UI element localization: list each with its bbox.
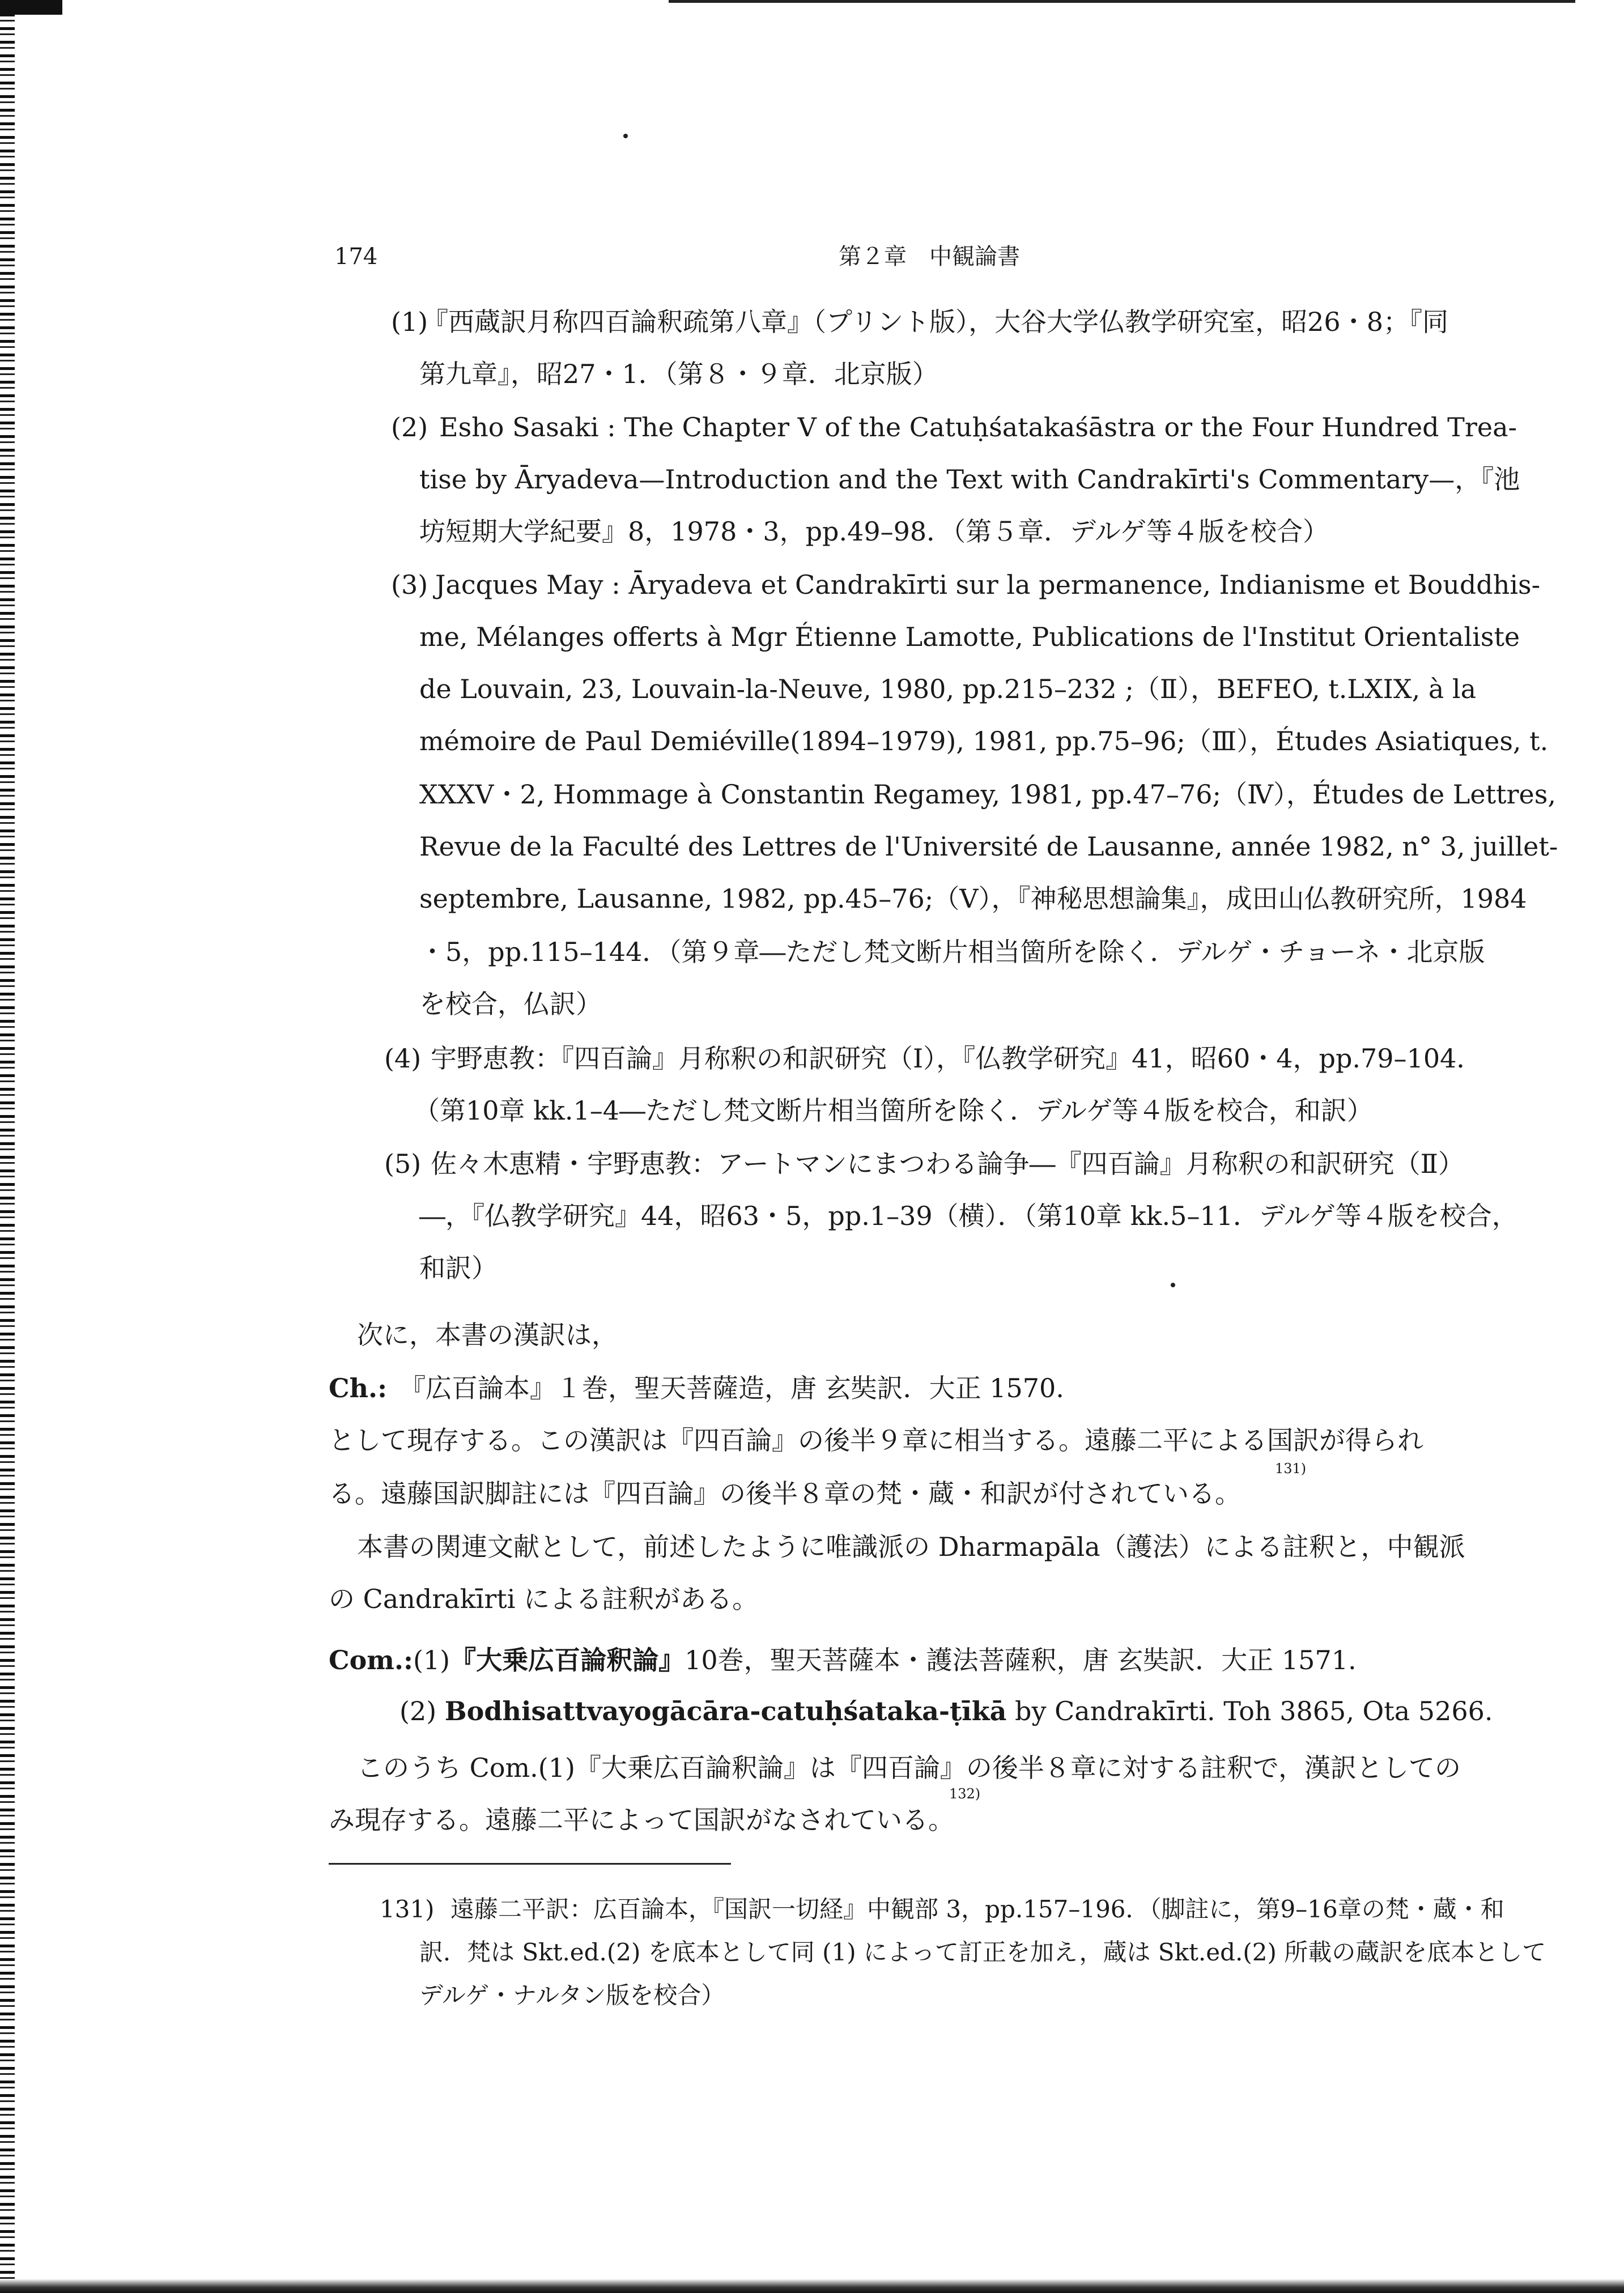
- paragraph-line: 本書の関連文献として，前述したように唯識派の Dharmapāla（護法）による註釈と，中観派: [357, 1531, 1465, 1562]
- chapter-title: 第２章 中観論書: [839, 244, 1020, 270]
- footnote-ref-131[interactable]: 131): [1275, 1461, 1307, 1477]
- reference-line: （第10章 kk.1–4―ただし梵文断片相当箇所を除く．デルゲ等４版を校合，和訳）: [414, 1095, 1373, 1126]
- footnote-line: 遠藤二平訳：広百論本，『国訳一切経』中観部 3，pp.157–196．（脚註に，第9–16章の梵・蔵・和: [450, 1895, 1504, 1923]
- intro-line: 次に，本書の漢訳は，: [357, 1320, 618, 1350]
- reference-label: (1): [391, 307, 428, 337]
- reference-line: 『西蔵訳月称四百論釈疏第八章』（プリント版），大谷大学仏教学研究室，昭26・8；『同: [422, 307, 1448, 337]
- reference-label: (4): [384, 1043, 422, 1074]
- reference-line: de Louvain, 23, Louvain-la-Neuve, 1980, pp.215–232 ;（Ⅱ），BEFEO, t.LXIX, à la: [419, 674, 1477, 704]
- reference-line: ・5，pp.115–144．（第９章―ただし梵文断片相当箇所を除く．デルゲ・チョーネ・北京版: [419, 937, 1485, 967]
- reference-line: 第九章』，昭27・1．（第８・９章．北京版）: [419, 359, 938, 389]
- scan-edge-corner: [0, 0, 62, 15]
- ch-label: Ch.:: [329, 1373, 388, 1403]
- paragraph-line: み現存する。遠藤二平によって国訳がなされている。: [329, 1805, 954, 1835]
- reference-label: (2): [391, 412, 428, 443]
- com1-title: 『大乗広百論釈論』: [450, 1645, 685, 1675]
- footnote-number: 131): [380, 1895, 435, 1923]
- reference-line: Jacques May : Āryadeva et Candrakīrti sur la permanence, Indianisme et Bouddhis-: [435, 569, 1541, 600]
- footnote-line: デルゲ・ナルタン版を校合）: [419, 1981, 725, 2009]
- ch-entry: 『広百論本』１巻，聖天菩薩造，唐 玄奘訳．大正 1570.: [399, 1373, 1064, 1403]
- reference-line: me, Mélanges offerts à Mgr Étienne Lamotte, Publications de l'Institut Orientaliste: [419, 622, 1520, 652]
- scan-speck: [1171, 1283, 1175, 1287]
- com-label: Com.:: [329, 1645, 413, 1675]
- reference-line: tise by Āryadeva—Introduction and the Text with Candrakīrti's Commentary—，『池: [419, 464, 1520, 495]
- commentary-2: [399, 1694, 1493, 1728]
- page-number: 174: [334, 244, 378, 270]
- reference-line: mémoire de Paul Demiéville(1894–1979), 1981, pp.75–96;（Ⅲ），Études Asiatiques, t.: [419, 726, 1549, 756]
- scan-edge-left: [0, 0, 15, 2293]
- com1-details: 10巻，聖天菩薩本・護法菩薩釈，唐 玄奘訳．大正 1571.: [685, 1645, 1357, 1675]
- paragraph-line: の Candrakīrti による註釈がある。: [329, 1584, 759, 1614]
- reference-line: ―，『仏教学研究』44，昭63・5，pp.1–39（横）．（第10章 kk.5–11．デルゲ等４版を校合，: [419, 1201, 1518, 1231]
- com1-number: (1): [413, 1645, 450, 1675]
- reference-line: 宇野恵教：『四百論』月称釈の和訳研究（Ⅰ），『仏教学研究』41，昭60・4，pp.79–104．: [431, 1043, 1483, 1074]
- reference-line: Esho Sasaki : The Chapter V of the Catuḥśatakaśāstra or the Four Hundred Trea-: [439, 412, 1517, 443]
- paragraph-line: る。遠藤国訳脚註には『四百論』の後半８章の梵・蔵・和訳が付されている。: [329, 1478, 1241, 1509]
- footnote-line: 訳．梵は Skt.ed.(2) を底本として同 (1) によって訂正を加え，蔵は Skt.ed.(2) 所載の蔵訳を底本として: [419, 1938, 1546, 1966]
- paragraph-line: このうち Com.(1)『大乗広百論釈論』は『四百論』の後半８章に対する註釈で，漢訳としての: [357, 1752, 1461, 1783]
- reference-line: septembre, Lausanne, 1982, pp.45–76;（Ⅴ），『神秘思想論集』，成田山仏教研究所，1984: [419, 883, 1527, 914]
- scan-edge-top: [669, 0, 1575, 3]
- commentary-1: [329, 1643, 1357, 1677]
- reference-label: (5): [384, 1148, 422, 1179]
- footnote-divider: [329, 1863, 731, 1865]
- reference-line: Revue de la Faculté des Lettres de l'Université de Lausanne, année 1982, n° 3, juillet-: [419, 831, 1558, 862]
- scan-edge-bottom: [0, 2279, 1624, 2293]
- com2-title: Bodhisattvayogācāra-catuḥśataka-ṭīkā: [444, 1696, 1007, 1726]
- paragraph-line: として現存する。この漢訳は『四百論』の後半９章に相当する。遠藤二平による国訳が得られ: [329, 1425, 1423, 1456]
- reference-line: XXXV・2, Hommage à Constantin Regamey, 1981, pp.47–76;（Ⅳ），Études de Lettres,: [419, 779, 1556, 810]
- footnote-ref-132[interactable]: 132): [949, 1786, 981, 1802]
- scan-speck: [623, 134, 628, 138]
- com2-details: by Candrakīrti. Toh 3865, Ota 5266.: [1015, 1696, 1493, 1726]
- com2-number: (2): [399, 1696, 437, 1726]
- reference-line: 佐々木恵精・宇野恵教：アートマンにまつわる論争―『四百論』月称釈の和訳研究（Ⅱ）: [431, 1148, 1464, 1179]
- reference-line: を校合，仏訳）: [419, 989, 602, 1019]
- reference-line: 坊短期大学紀要』8，1978・3，pp.49–98．（第５章．デルゲ等４版を校合）: [419, 516, 1329, 547]
- reference-line: 和訳）: [419, 1253, 498, 1283]
- reference-label: (3): [391, 569, 428, 600]
